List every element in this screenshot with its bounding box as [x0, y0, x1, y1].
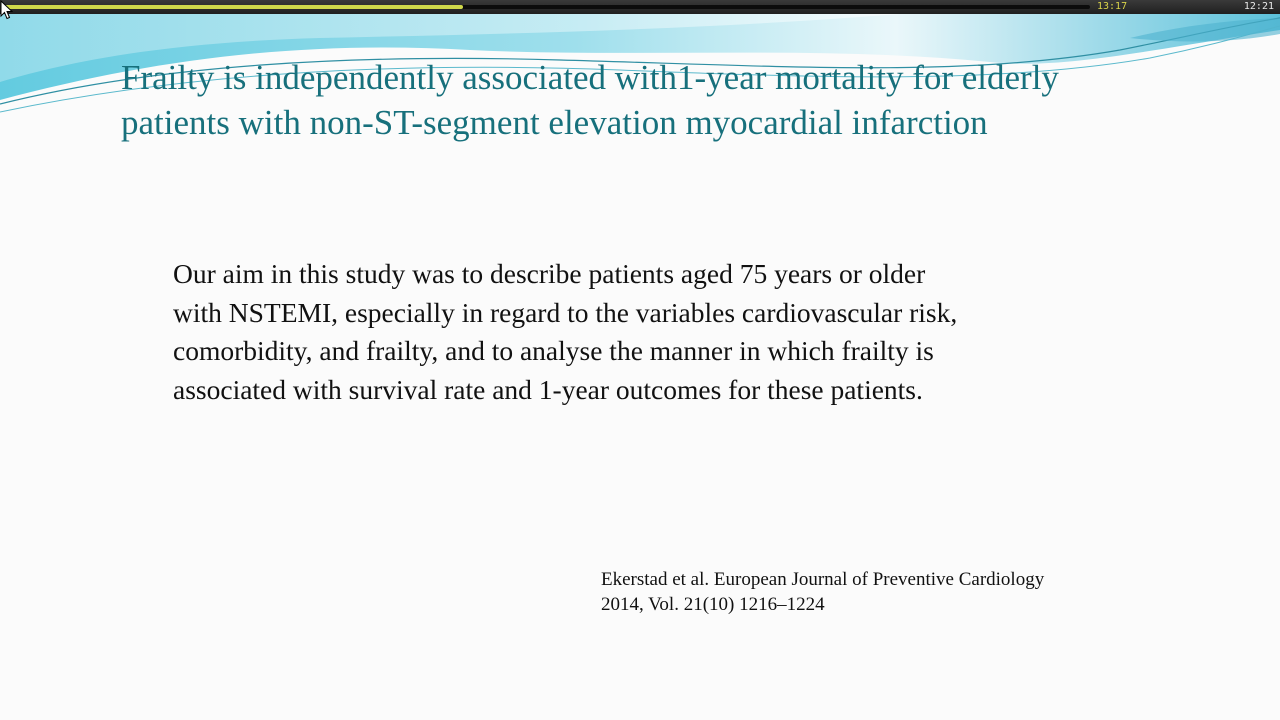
slide-title-line: Frailty is independently associated with1-year mortality for elderly [121, 58, 1059, 97]
body-line: with NSTEMI, especially in regard to the variables cardiovascular risk, [173, 296, 958, 328]
citation-line: Ekerstad et al. European Journal of Preventive Cardiology [601, 569, 1045, 590]
body-line: Our aim in this study was to describe patients aged 75 years or older [173, 258, 926, 289]
slide-title-line: patients with non-ST-segment elevation myocardial infarction [121, 103, 988, 142]
slide-body-text [173, 255, 1133, 409]
body-line: comorbidity, and frailty, and to analyse the manner in which frailty is [173, 335, 934, 366]
mouse-pointer-icon [0, 0, 14, 20]
body-line: associated with survival rate and 1-year outcomes for these patients. [173, 373, 923, 405]
citation-line: 2014, Vol. 21(10) 1216–1224 [601, 594, 825, 615]
current-time: 13:17 [1097, 1, 1128, 12]
player-control-bar [0, 0, 1280, 14]
slide-title [121, 55, 1201, 145]
seek-bar[interactable] [4, 5, 1090, 9]
seek-bar-progress [4, 5, 463, 9]
citation [601, 567, 1161, 617]
total-time: 12:21 [1243, 1, 1274, 12]
